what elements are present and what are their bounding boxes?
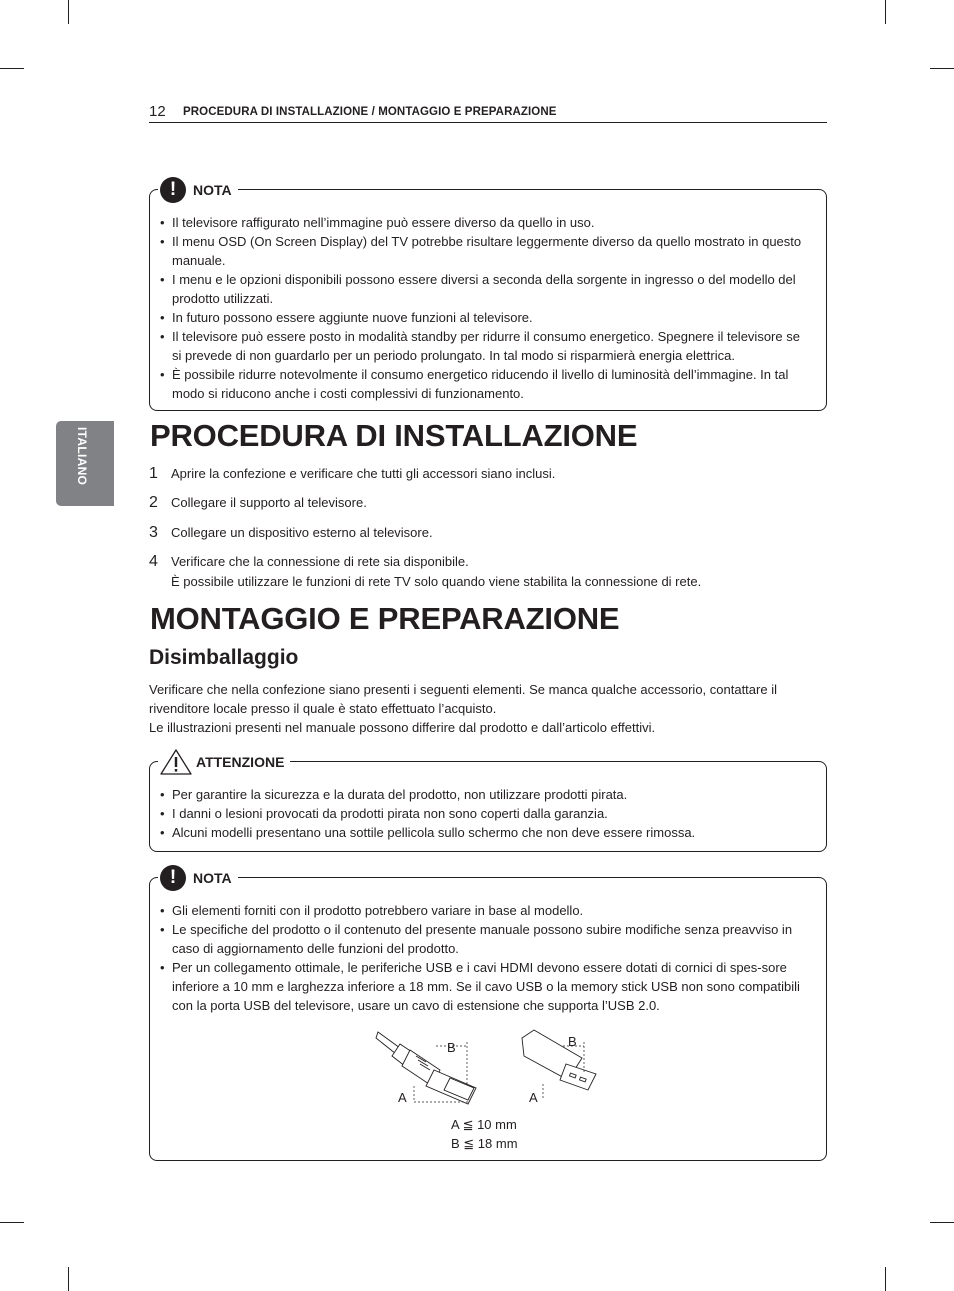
exclamation-icon: !	[160, 865, 186, 891]
header-title: PROCEDURA DI INSTALLAZIONE / MONTAGGIO E PREPARAZIONE	[183, 106, 557, 118]
section-title-installation: PROCEDURA DI INSTALLAZIONE	[150, 418, 638, 453]
list-item: • Gli elementi forniti con il prodotto potrebbero variare in base al modello.	[160, 901, 812, 920]
dimension-label-a: A	[398, 1090, 407, 1105]
step-text: Collegare il supporto al televisore.	[171, 495, 367, 510]
list-item: • Per un collegamento ottimale, le periferiche USB e i cavi HDMI devono essere dotati di cornici di spes-sore inferiore a 10 mm e larghezza inferiore a 18 mm. Se il cavo USB o la memory stick USB non sono compatibili con la porta USB del televisore, usare un cavo di estensione che supporta l’USB 2.0.	[160, 958, 812, 1015]
list-item: • Il menu OSD (On Screen Display) del TV potrebbe risultare leggermente diverso da quello mostrato in questo manuale.	[160, 232, 812, 270]
hdmi-cable-illustration	[376, 1032, 476, 1104]
exclamation-icon: !	[160, 177, 186, 203]
step-number: 3	[149, 524, 158, 541]
connector-size-diagram	[370, 1024, 610, 1114]
list-item: • Alcuni modelli presentano una sottile pellicola sullo schermo che non deve essere rimossa.	[160, 823, 812, 842]
list-item: • Le specifiche del prodotto o il contenuto del presente manuale possono subire modifiche senza preavviso in caso di aggiornamento delle funzioni del prodotto.	[160, 920, 812, 958]
language-tab-label: ITALIANO	[75, 427, 89, 486]
step-4	[149, 552, 701, 592]
page-number: 12	[149, 103, 166, 120]
step-number: 2	[149, 494, 158, 511]
dimension-label-b: B	[447, 1040, 456, 1055]
step-2	[149, 493, 367, 513]
crop-mark	[68, 0, 69, 24]
list-item: • I menu e le opzioni disponibili possono essere diversi a seconda della sorgente in ingresso o del modello del prodotto utilizzati.	[160, 270, 812, 308]
caution-list	[160, 785, 812, 842]
list-item: • I danni o lesioni provocati da prodotti pirata non sono coperti dalla garanzia.	[160, 804, 812, 823]
note-header	[158, 177, 238, 203]
list-item: • Per garantire la sicurezza e la durata del prodotto, non utilizzare prodotti pirata.	[160, 785, 812, 804]
crop-mark	[0, 1222, 24, 1223]
list-item: • In futuro possono essere aggiunte nuove funzioni al televisore.	[160, 308, 812, 327]
note-label: NOTA	[193, 182, 232, 198]
crop-mark	[68, 1267, 69, 1291]
step-text: Collegare un dispositivo esterno al televisore.	[171, 525, 433, 540]
step-1	[149, 464, 555, 484]
paragraph: Le illustrazioni presenti nel manuale possono differire dal prodotto e dall’articolo effettivi.	[149, 720, 656, 735]
paragraph: Verificare che nella confezione siano presenti i seguenti elementi. Se manca qualche accessorio, contattare il rivenditore locale presso il quale è stato effettuato l’acquisto.	[149, 682, 777, 716]
note-list	[160, 901, 812, 1015]
crop-mark	[885, 0, 886, 24]
note-list	[160, 213, 812, 403]
caution-label: ATTENZIONE	[196, 754, 285, 770]
list-item: • È possibile ridurre notevolmente il consumo energetico riducendo il livello di luminosità dell’immagine. In tal modo si riducono anche i costi complessivi di funzionamento.	[160, 365, 812, 403]
language-tab	[56, 421, 114, 506]
subsection-title-unpacking: Disimballaggio	[149, 646, 299, 669]
warning-triangle-icon	[160, 749, 192, 775]
dimension-label-b: B	[568, 1034, 577, 1049]
section-title-assembly: MONTAGGIO E PREPARAZIONE	[150, 601, 620, 636]
note-label: NOTA	[193, 870, 232, 886]
crop-mark	[930, 1222, 954, 1223]
crop-mark	[0, 68, 24, 69]
crop-mark	[885, 1267, 886, 1291]
step-number: 4	[149, 553, 158, 570]
list-item: • Il televisore può essere posto in modalità standby per ridurre il consumo energetico. Spegnere il televisore se si prevede di non guardarlo per un periodo prolungato. In tal modo si risparmierà energia elettrica.	[160, 327, 812, 365]
step-number: 1	[149, 465, 158, 482]
step-text: Aprire la confezione e verificare che tutti gli accessori siano inclusi.	[171, 466, 556, 481]
usb-stick-illustration	[522, 1030, 596, 1090]
page-header	[149, 103, 827, 123]
size-limit-b: B ≦ 18 mm	[451, 1136, 518, 1151]
dimension-label-a: A	[529, 1090, 538, 1105]
note-box-1	[149, 179, 827, 411]
note-header	[158, 865, 238, 891]
step-3	[149, 523, 433, 543]
step-text: Verificare che la connessione di rete sia disponibile.	[171, 554, 469, 569]
caution-box	[149, 754, 827, 852]
step-subtext: È possibile utilizzare le funzioni di rete TV solo quando viene stabilita la connessione di rete.	[171, 574, 702, 589]
caution-header	[158, 749, 290, 775]
size-limit-a: A ≦ 10 mm	[451, 1117, 517, 1132]
crop-mark	[930, 68, 954, 69]
list-item: • Il televisore raffigurato nell’immagine può essere diverso da quello in uso.	[160, 213, 812, 232]
